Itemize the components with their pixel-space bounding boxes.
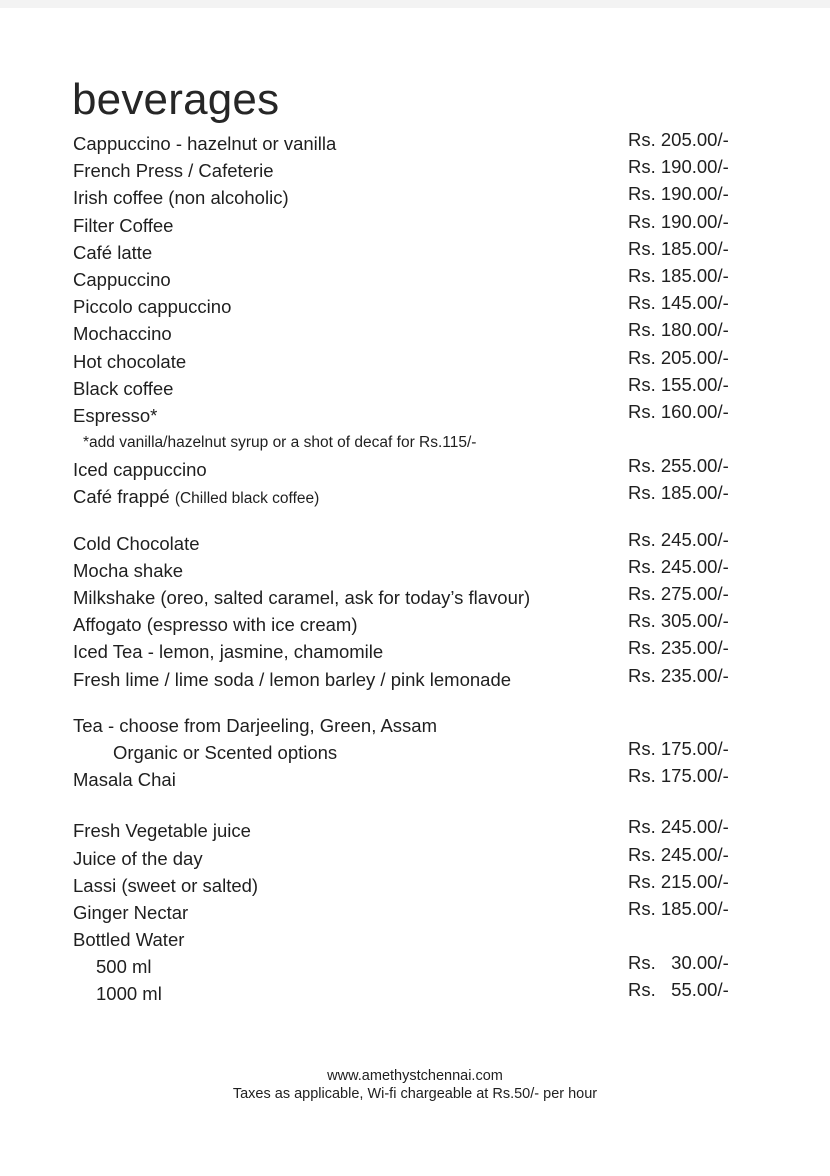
item-price: Rs. 235.00/-: [628, 637, 729, 659]
menu-item: [73, 899, 753, 926]
item-name: 1000 ml: [96, 983, 162, 1005]
item-name: Cappuccino: [73, 268, 171, 290]
item-name: Café latte: [73, 241, 153, 263]
item-name: Piccolo cappuccino: [73, 296, 232, 318]
item-name: Black coffee: [73, 377, 174, 399]
item-name: 500 ml: [96, 956, 152, 978]
item-price: Rs. 245.00/-: [628, 528, 729, 550]
page-top-strip: [0, 0, 830, 8]
item-name: Masala Chai: [73, 769, 176, 791]
item-name: Milkshake (oreo, salted caramel, ask for today’s flavour): [73, 587, 531, 608]
item-name: Iced Tea - lemon, jasmine, chamomile: [73, 641, 384, 663]
item-price: Rs. 190.00/-: [628, 183, 729, 205]
item-price: Rs. 185.00/-: [628, 264, 729, 286]
item-price: Rs. 160.00/-: [628, 400, 729, 422]
item-name: Cappuccino - hazelnut or vanilla: [73, 133, 337, 154]
item-name: Iced cappuccino: [73, 459, 207, 481]
menu-footer: [0, 1067, 830, 1103]
item-price: Rs. 205.00/-: [628, 346, 729, 368]
item-name: Lassi (sweet or salted): [73, 874, 259, 896]
item-name: Fresh lime / lime soda / lemon barley / pink lemonade: [73, 668, 512, 690]
item-price: Rs. 275.00/-: [628, 583, 729, 604]
item-price: Rs. 245.00/-: [628, 816, 729, 838]
item-name: Filter Coffee: [73, 214, 174, 236]
item-price: Rs. 215.00/-: [628, 870, 729, 892]
menu-page: [73, 72, 753, 1008]
item-price: Rs. 175.00/-: [628, 765, 729, 787]
tax-wifi-note: Taxes as applicable, Wi-fi chargeable at Rs.50/- per hour: [232, 1086, 598, 1102]
menu-item: [73, 666, 753, 693]
item-name: Hot chocolate: [73, 350, 187, 372]
item-name: Mocha shake: [73, 559, 184, 581]
item-name: [73, 483, 319, 512]
item-name: Mochaccino: [73, 323, 172, 345]
item-price: Rs. 185.00/-: [628, 237, 729, 259]
menu-section-hot-beverages: [73, 130, 753, 511]
item-price: Rs. 255.00/-: [628, 455, 729, 477]
item-price: Rs. 155.00/-: [628, 373, 729, 395]
item-name-detail: (Chilled black coffee): [174, 490, 320, 508]
item-price: Rs. 235.00/-: [628, 664, 729, 686]
section-spacer: [73, 693, 753, 712]
menu-title: beverages: [72, 75, 280, 124]
item-price: Rs. 190.00/-: [628, 210, 729, 232]
item-price: Rs. 175.00/-: [628, 737, 729, 759]
item-name: Organic or Scented options: [113, 741, 338, 763]
item-name: Espresso*: [73, 404, 158, 426]
item-name-main: Café frappé: [73, 486, 170, 508]
item-price: Rs. 245.00/-: [628, 843, 729, 865]
item-name: Fresh Vegetable juice: [73, 820, 251, 842]
item-name: Ginger Nectar: [73, 901, 189, 923]
menu-item: [73, 402, 753, 429]
item-name: French Press / Cafeterie: [73, 160, 274, 182]
item-name: Irish coffee (non alcoholic): [73, 187, 289, 209]
item-price: Rs. 205.00/-: [628, 129, 729, 150]
item-price: Rs. 180.00/-: [628, 319, 729, 341]
menu-item: [73, 766, 753, 793]
item-price: Rs. 305.00/-: [628, 610, 729, 632]
item-name: Bottled Water: [73, 929, 185, 951]
menu-section-cold-beverages: [73, 530, 753, 693]
item-name: Affogato (espresso with ice cream): [73, 614, 358, 636]
item-price: Rs. 190.00/-: [628, 156, 729, 178]
item-price: Rs. 185.00/-: [628, 897, 729, 919]
item-name: Cold Chocolate: [73, 532, 200, 554]
website-text: www.amethystchennai.com: [327, 1068, 503, 1084]
item-name: Tea - choose from Darjeeling, Green, Assam: [73, 714, 437, 736]
item-price: Rs. 185.00/-: [628, 482, 729, 504]
item-price: Rs. 55.00/-: [628, 979, 729, 1001]
syrup-note: *add vanilla/hazelnut syrup or a shot of decaf for Rs.115/-: [83, 434, 477, 452]
menu-item: [73, 980, 753, 1007]
item-price: Rs. 245.00/-: [628, 555, 729, 577]
item-price: Rs. 30.00/-: [628, 952, 729, 974]
menu-item: [73, 483, 753, 510]
item-name: Juice of the day: [73, 847, 203, 869]
item-price: Rs. 145.00/-: [628, 292, 729, 314]
menu-section-juices-water: [73, 817, 753, 1007]
menu-section-tea: [73, 712, 753, 794]
